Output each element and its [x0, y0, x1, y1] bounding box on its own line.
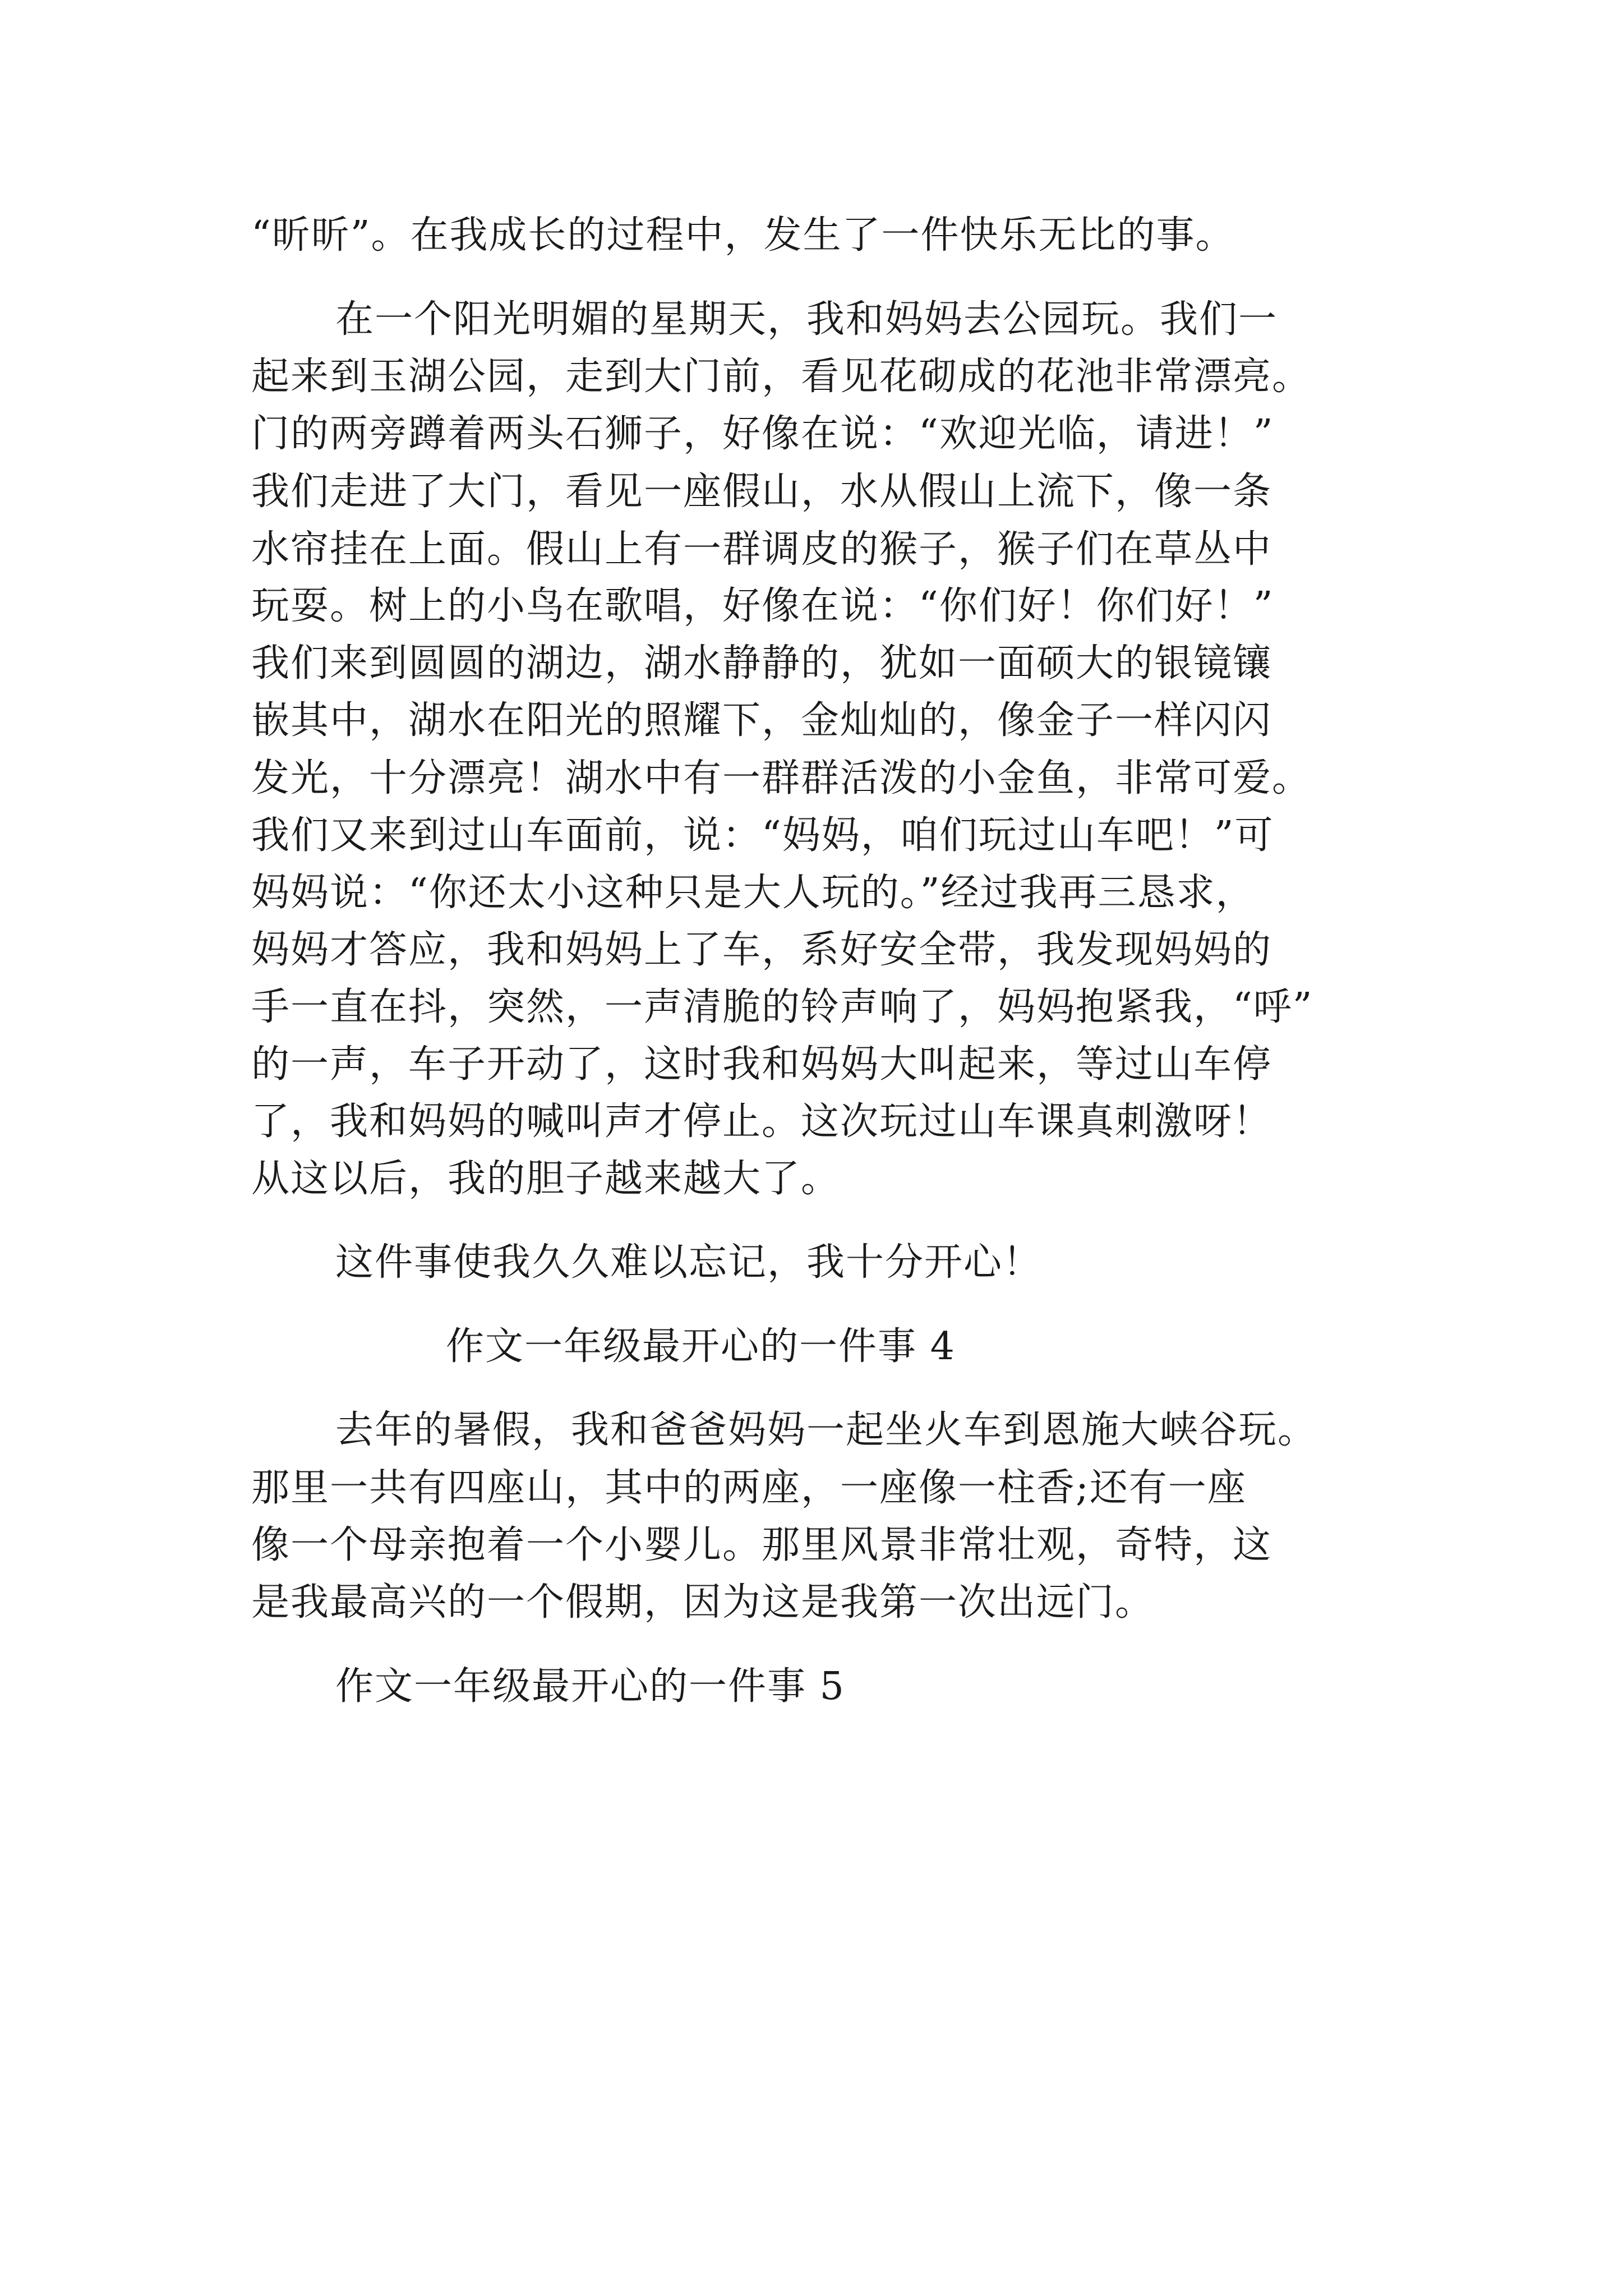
paragraph-line: 我们来到圆圆的湖边，湖水静静的，犹如一面硕大的银镜镶	[251, 641, 1272, 685]
paragraph-line: 去年的暑假，我和爸爸妈妈一起坐火车到恩施大峡谷玩。	[335, 1408, 1317, 1452]
paragraph-line: 在一个阳光明媚的星期天，我和妈妈去公园玩。我们一	[335, 297, 1278, 342]
paragraph-line: 了，我和妈妈的喊叫声才停止。这次玩过山车课真刺激呀！	[251, 1099, 1272, 1144]
paragraph-line: 发光，十分漂亮！湖水中有一群群活泼的小金鱼，非常可爱。	[251, 756, 1312, 800]
paragraph-line: 像一个母亲抱着一个小婴儿。那里风景非常壮观，奇特，这	[251, 1523, 1272, 1567]
paragraph-line: 手一直在抖，突然，一声清脆的铃声响了，妈妈抱紧我，“呼”	[251, 985, 1313, 1029]
paragraph-line: 门的两旁蹲着两头石狮子，好像在说：“欢迎光临，请进！”	[251, 412, 1274, 456]
paragraph-line: 妈妈说：“你还太小这种只是大人玩的。”经过我再三恳求，	[251, 871, 1255, 915]
paragraph-line: 是我最高兴的一个假期，因为这是我第一次出远门。	[251, 1580, 1155, 1625]
paragraph-line: “昕昕”。在我成长的过程中，发生了一件快乐无比的事。	[251, 213, 1235, 257]
paragraph-line: 玩耍。树上的小鸟在歌唱，好像在说：“你们好！你们好！”	[251, 584, 1274, 628]
paragraph-line: 从这以后，我的胆子越来越大了。	[251, 1157, 841, 1201]
paragraph-line: 水帘挂在上面。假山上有一群调皮的猴子，猴子们在草丛中	[251, 527, 1272, 572]
paragraph-line: 的一声，车子开动了，这时我和妈妈大叫起来，等过山车停	[251, 1042, 1272, 1087]
section-heading: 作文一年级最开心的一件事 4	[446, 1324, 956, 1369]
paragraph-line: 那里一共有四座山，其中的两座，一座像一柱香;还有一座	[251, 1466, 1247, 1510]
paragraph-line: 妈妈才答应，我和妈妈上了车，系好安全带，我发现妈妈的	[251, 928, 1272, 972]
section-heading: 作文一年级最开心的一件事 5	[335, 1664, 845, 1709]
paragraph-line: 这件事使我久久难以忘记，我十分开心！	[335, 1240, 1043, 1285]
paragraph-line: 我们走进了大门，看见一座假山，水从假山上流下，像一条	[251, 470, 1272, 514]
paragraph-line: 起来到玉湖公园，走到大门前，看见花砌成的花池非常漂亮。	[251, 355, 1312, 399]
paragraph-line: 我们又来到过山车面前，说：“妈妈，咱们玩过山车吧！”可	[251, 813, 1274, 858]
paragraph-line: 嵌其中，湖水在阳光的照耀下，金灿灿的，像金子一样闪闪	[251, 698, 1272, 743]
